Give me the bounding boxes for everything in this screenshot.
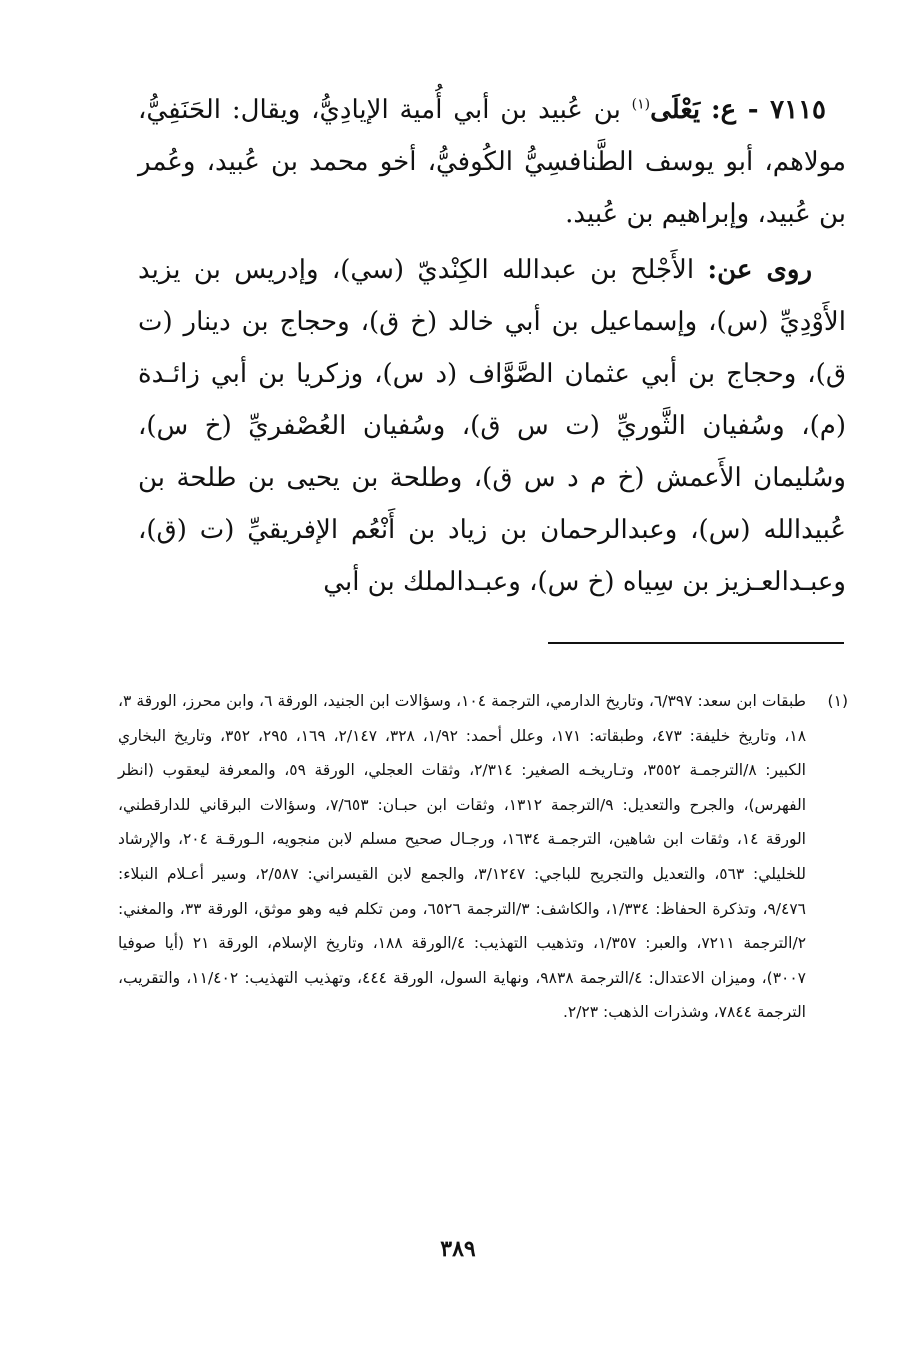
entry-heading-name: يَعْلَى — [650, 95, 701, 125]
main-text — [138, 84, 846, 608]
footnote-number: (١) — [827, 692, 848, 710]
footnote-reference: (١) — [631, 96, 651, 113]
entry-text: بن عُبيد بن أبي أُمية الإيادِيُّ، ويقال: الحَنَفِيُّ، مولاهم، أبو يوسف الطَّنافسِيُّ الكُوفيُّ، أخو محمد بن عُبيد، وعُمر بن عُبيد، وإبراهيم بن عُبيد. — [138, 95, 846, 229]
footnote-text: طبقات ابن سعد: ٦/٣٩٧، وتاريخ الدارمي، الترجمة ١٠٤، وسؤالات ابن الجنيد، الورقة ٦، وابن محرز، الورقة ٣، ١٨، وتاريخ خليفة: ٤٧٣، وطبقاته: ١٧١، وعلل أحمد: ١/٩٢، ٣٢٨، ٢/١٤٧، ١٦٩، ٢٩٥، ٣٥٢، وتاريخ البخاري الكبير: ٨/الترجمـة ٣٥٥٢، وتـاريخـه الصغير: ٢/٣١٤، وثقات العجلي، الورقة ٥٩، والمعرفة ليعقوب (انظر الفهرس)، والجرح والتعديل: ٩/الترجمة ١٣١٢، وثقات ابن حبـان: ٧/٦٥٣، وسؤالات البرقاني للدارقطني، الورقة ١٤، وثقات ابن شاهين، الترجمـة ١٦٣٤، ورجـال صحيح مسلم لابن منجويه، الـورقـة ٢٠٤، والإرشاد للخليلي: ٥٦٣، والتعديل والتجريح للباجي: ٣/١٢٤٧، والجمع لابن القيسراني: ٢/٥٨٧، وسير أعـلام النبلاء: ٩/٤٧٦، وتذكرة الحفاظ: ١/٣٣٤، والكاشف: ٣/الترجمة ٦٥٢٦، ومن تكلم فيه وهو موثق، الورقة ٣٣، والمغني: ٢/الترجمة ٧٢١١، والعبر: ١/٣٥٧، وتذهيب التهذيب: ٤/الورقة ١٨٨، وتاريخ الإسلام، الورقة ٢١ (أيا صوفيا ٣٠٠٧)، وميزان الاعتدال: ٤/الترجمة ٩٨٣٨، ونهاية السول، الورقة ٤٤٤، وتهذيب التهذيب: ١١/٤٠٢، والتقريب، الترجمة ٧٨٤٤، وشذرات الذهب: ٢/٢٣. — [118, 692, 807, 1022]
footnote-separator — [548, 642, 844, 644]
entry-number: ٧١١٥ - ع: — [711, 95, 826, 125]
narrated-from-label: روى عن: — [707, 255, 813, 285]
narrated-from-paragraph — [138, 244, 846, 608]
entry-paragraph — [138, 84, 846, 240]
footnote — [118, 684, 848, 1030]
page-number: ٣٨٩ — [440, 1236, 476, 1262]
narrated-from-text: الأَجْلح بن عبدالله الكِنْديّ (سي)، وإدريس بن يزيد الأَوْدِيِّ (س)، وإسماعيل بن أبي خالد (خ ق)، وحجاج بن دينار (ت ق)، وحجاج بن أبي عثمان الصَّوَّاف (د س)، وزكريا بن أبي زائـدة (م)، وسُفيان الثَّوريِّ (ت س ق)، وسُفيان العُصْفريِّ (خ س)، وسُليمان الأَعمش (خ م د س ق)، وطلحة بن يحيى بن طلحة بن عُبيدالله (س)، وعبدالرحمان بن زياد بن أَنْعُم الإفريقيِّ (ت (ق)، وعبـدالعـزيز بن سِياه (خ س)، وعبـدالملك بن أبي — [138, 255, 847, 597]
